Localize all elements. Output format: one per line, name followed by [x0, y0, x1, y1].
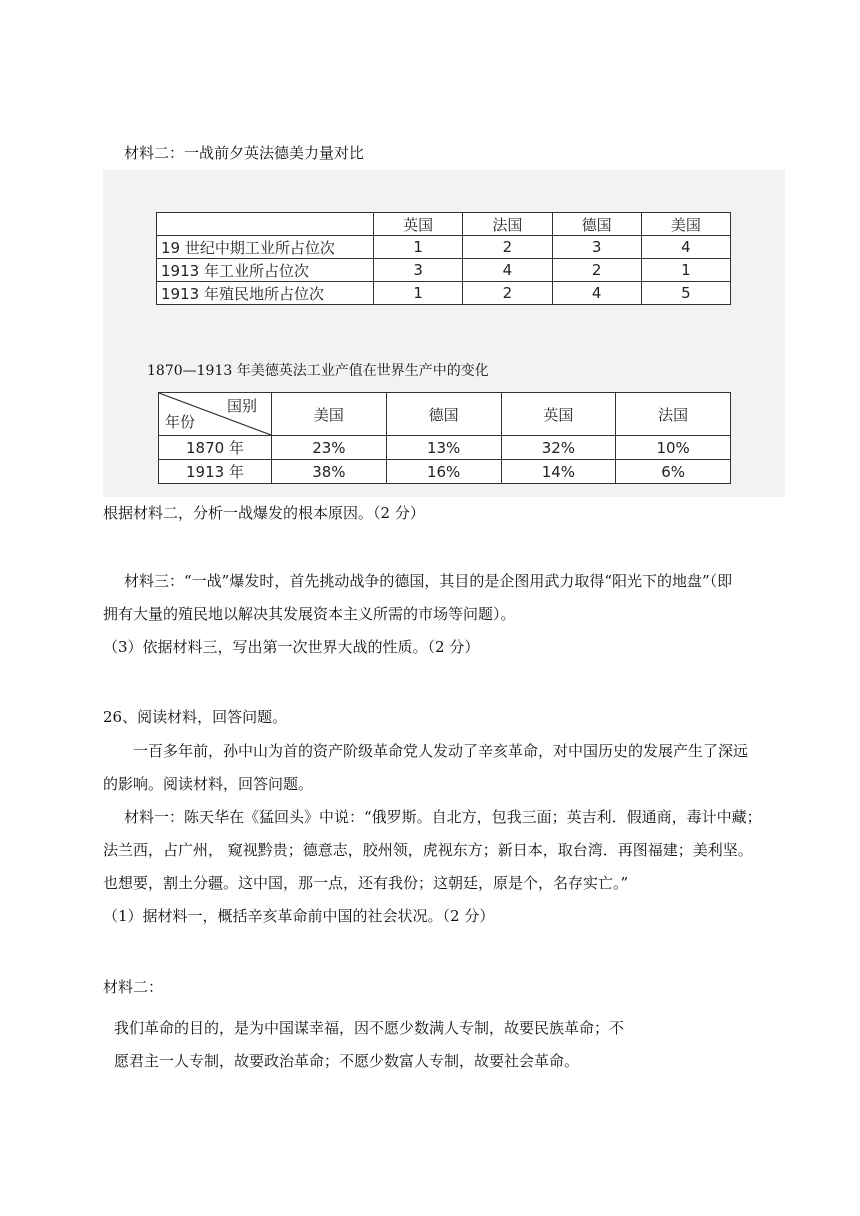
question-1: （1）据材料一，概括辛亥革命前中国的社会状况。（2 分） [103, 907, 495, 925]
row-label: 19 世纪中期工业所占位次 [157, 236, 374, 259]
material2-quote-line1: 我们革命的目的，是为中国谋幸福，因不愿少数满人专制，故要民族革命；不 [114, 1019, 625, 1037]
column-header: 美国 [641, 213, 730, 236]
table-cell: 1 [641, 259, 730, 282]
question-material2: 根据材料二，分析一战爆发的根本原因。（2 分） [103, 504, 425, 522]
row-label: 1913 年工业所占位次 [157, 259, 374, 282]
table-cell: 2 [463, 282, 552, 305]
intro-text-line1: 一百多年前，孙中山为首的资产阶级革命党人发动了辛亥革命，对中国历史的发展产生了深远 [133, 742, 749, 760]
table-cell: 1 [374, 236, 463, 259]
diagonal-header-cell [159, 393, 272, 436]
table-row [157, 236, 731, 259]
table-header-row [157, 213, 731, 236]
table-cell: 38% [272, 460, 387, 484]
table-row [159, 436, 731, 460]
material1-text-line3: 也想要，割土分疆。这中国，那一点，还有我份；这朝廷，原是个，名存实亡。” [103, 874, 629, 892]
column-header: 英国 [501, 393, 616, 436]
table-cell: 4 [463, 259, 552, 282]
row-label: 1913 年 [159, 460, 272, 484]
material2-figure-panel [103, 170, 785, 497]
material2-label: 材料二： [103, 978, 164, 996]
corner-label-country: 国别 [226, 397, 257, 415]
corner-label-year: 年份 [165, 413, 196, 431]
table-cell: 4 [641, 236, 730, 259]
table-cell: 3 [552, 236, 641, 259]
table-cell: 2 [552, 259, 641, 282]
column-header: 美国 [272, 393, 387, 436]
table-cell: 2 [463, 236, 552, 259]
table-cell: 1 [374, 282, 463, 305]
material1-text-line2: 法兰西，占广州， 窥视黔贵；德意志，胶州领，虎视东方；新日本，取台湾．再图福建；美利坚。 [103, 841, 753, 859]
question-3: （3）依据材料三，写出第一次世界大战的性质。（2 分） [103, 638, 480, 656]
table-cell: 14% [501, 460, 616, 484]
table-cell: 6% [616, 460, 731, 484]
column-header: 英国 [374, 213, 463, 236]
table-cell: 23% [272, 436, 387, 460]
industrial-output-table [158, 392, 731, 484]
column-header: 德国 [552, 213, 641, 236]
table-cell: 3 [374, 259, 463, 282]
intro-text-line2: 的影响。阅读材料，回答问题。 [103, 775, 314, 793]
table-cell: 13% [386, 436, 501, 460]
table-cell: 4 [552, 282, 641, 305]
column-header: 法国 [463, 213, 552, 236]
table-cell: 16% [386, 460, 501, 484]
row-label: 1913 年殖民地所占位次 [157, 282, 374, 305]
table-cell: 5 [641, 282, 730, 305]
table-row [157, 259, 731, 282]
table-cell: 32% [501, 436, 616, 460]
material2-title: 材料二：一战前夕英法德美力量对比 [124, 144, 365, 162]
material2-quote-line2: 愿君主一人专制，故要政治革命；不愿少数富人专制，故要社会革命。 [114, 1052, 580, 1070]
material3-text-line2: 拥有大量的殖民地以解决其发展资本主义所需的市场等问题）。 [103, 605, 516, 623]
column-header: 法国 [616, 393, 731, 436]
power-ranking-table [156, 212, 731, 305]
table-row [157, 282, 731, 305]
material3-text-line1: 材料三：“一战”爆发时，首先挑动战争的德国，其目的是企图用武力取得“阳光下的地盘”（即 [124, 572, 733, 590]
table-corner-cell [157, 213, 374, 236]
table2-caption: 1870—1913 年美德英法工业产值在世界生产中的变化 [147, 363, 489, 379]
table-cell: 10% [616, 436, 731, 460]
row-label: 1870 年 [159, 436, 272, 460]
table-header-row [159, 393, 731, 436]
table-row [159, 460, 731, 484]
material1-text-line1: 材料一：陈天华在《猛回头》中说：“俄罗斯。自北方，包我三面；英吉利．假通商，毒计中藏； [124, 808, 762, 826]
column-header: 德国 [386, 393, 501, 436]
question-26-title: 26、阅读材料，回答问题。 [103, 708, 288, 726]
